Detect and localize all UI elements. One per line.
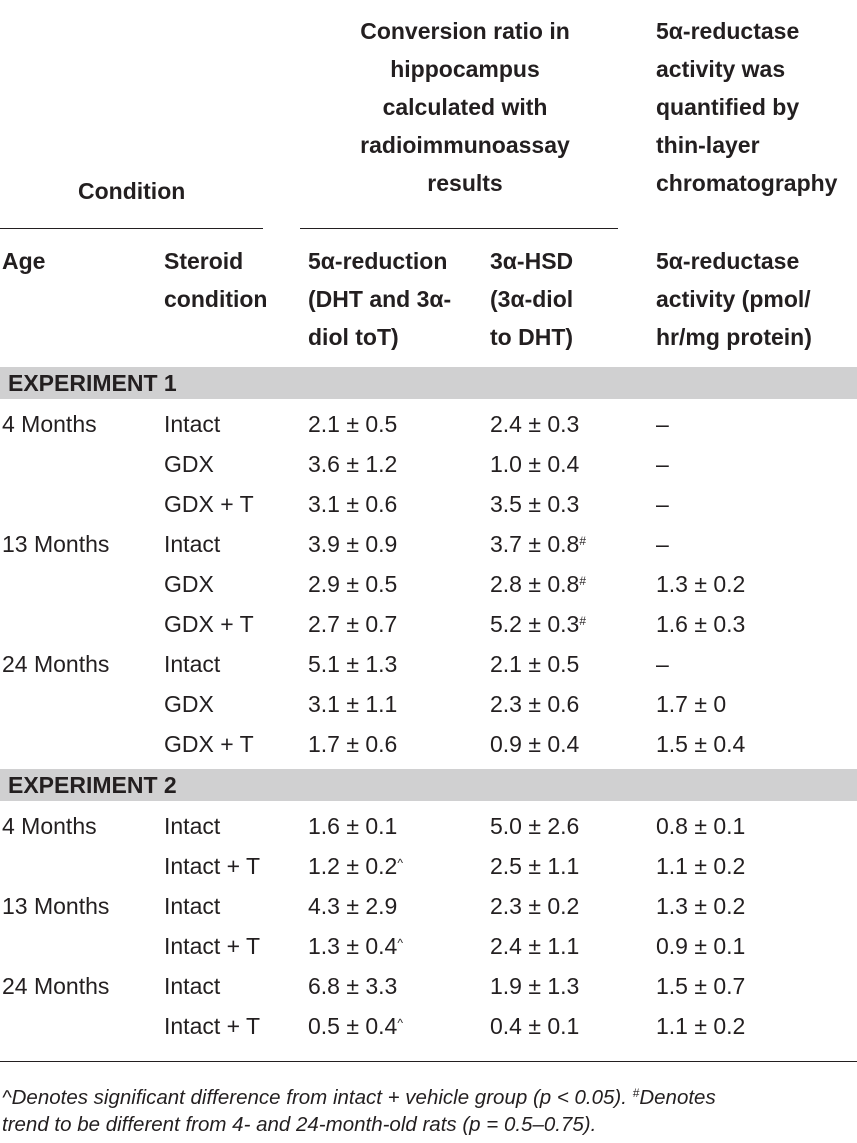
reduction-cell: 6.8 ± 3.3	[308, 973, 398, 999]
experiment-1-label: EXPERIMENT 1	[8, 370, 177, 396]
activity-cell: 1.5 ± 0.7	[656, 973, 746, 999]
significance-mark: ^	[397, 935, 403, 950]
steroid-condition-cell: GDX + T	[164, 731, 254, 757]
reduction-cell: 2.9 ± 0.5	[308, 571, 398, 597]
steroid-condition-cell: Intact	[164, 651, 221, 677]
significance-mark: #	[579, 613, 587, 628]
activity-cell: –	[656, 531, 669, 557]
reduction-cell: 3.1 ± 1.1	[308, 691, 398, 717]
header-group-thin-layer: 5α-reductase activity was quantified by thin-layer chromatography	[656, 18, 838, 196]
steroid-condition-cell: Intact + T	[164, 1013, 261, 1039]
steroid-condition-cell: GDX	[164, 571, 214, 597]
hsd-cell: 0.4 ± 0.1	[490, 1013, 580, 1039]
reduction-cell: 1.2 ± 0.2^	[308, 853, 403, 879]
age-cell: 24 Months	[2, 651, 110, 677]
activity-cell: –	[656, 651, 669, 677]
reduction-cell: 3.6 ± 1.2	[308, 451, 398, 477]
steroid-condition-cell: Intact	[164, 973, 221, 999]
reduction-cell: 2.7 ± 0.7	[308, 611, 398, 637]
activity-cell: 1.7 ± 0	[656, 691, 727, 717]
reduction-cell: 1.3 ± 0.4^	[308, 933, 403, 959]
reduction-cell: 4.3 ± 2.9	[308, 893, 398, 919]
hsd-cell: 2.1 ± 0.5	[490, 651, 580, 677]
footnote-line-1: ^Denotes significant difference from intact + vehicle group (p < 0.05). #Denotes	[2, 1085, 716, 1109]
activity-cell: 0.8 ± 0.1	[656, 813, 746, 839]
age-cell: 4 Months	[2, 813, 97, 839]
activity-cell: 1.5 ± 0.4	[656, 731, 746, 757]
activity-cell: –	[656, 451, 669, 477]
table-bottom-rule	[0, 1061, 857, 1062]
hsd-cell: 1.0 ± 0.4	[490, 451, 580, 477]
header-group-radioimmunoassay: Conversion ratio in hippocampus calculated with radioimmunoassay results	[360, 18, 570, 196]
hsd-cell: 1.9 ± 1.3	[490, 973, 580, 999]
hsd-cell: 3.7 ± 0.8#	[490, 531, 587, 557]
hsd-cell: 2.4 ± 0.3	[490, 411, 580, 437]
steroid-condition-cell: GDX + T	[164, 491, 254, 517]
experiment-1-band	[0, 367, 857, 399]
steroid-condition-cell: Intact + T	[164, 853, 261, 879]
steroid-condition-cell: Intact	[164, 813, 221, 839]
hsd-cell: 2.4 ± 1.1	[490, 933, 580, 959]
reduction-cell: 3.9 ± 0.9	[308, 531, 398, 557]
reduction-cell: 1.6 ± 0.1	[308, 813, 398, 839]
steroid-condition-cell: Intact + T	[164, 933, 261, 959]
age-cell: 13 Months	[2, 893, 110, 919]
hsd-cell: 2.3 ± 0.2	[490, 893, 580, 919]
reduction-cell: 5.1 ± 1.3	[308, 651, 398, 677]
hsd-cell: 2.5 ± 1.1	[490, 853, 580, 879]
footnote-trend-mark: #	[632, 1085, 640, 1100]
hsd-cell: 5.0 ± 2.6	[490, 813, 580, 839]
steroid-condition-cell: GDX + T	[164, 611, 254, 637]
age-cell: 24 Months	[2, 973, 110, 999]
hsd-cell: 2.8 ± 0.8#	[490, 571, 587, 597]
hsd-cell: 3.5 ± 0.3	[490, 491, 580, 517]
header-rule-radioimmunoassay	[300, 228, 618, 229]
significance-mark: #	[579, 573, 587, 588]
footnote-line-2: trend to be different from 4- and 24-month-old rats (p = 0.5–0.75).	[2, 1113, 597, 1136]
steroid-condition-cell: Intact	[164, 531, 221, 557]
steroid-condition-cell: GDX	[164, 691, 214, 717]
activity-cell: 0.9 ± 0.1	[656, 933, 746, 959]
experiment-2-label: EXPERIMENT 2	[8, 772, 177, 798]
column-header-3a-hsd: 3α-HSD (3α-diol to DHT)	[490, 248, 574, 350]
age-cell: 13 Months	[2, 531, 110, 557]
age-cell: 4 Months	[2, 411, 97, 437]
activity-cell: –	[656, 491, 669, 517]
activity-cell: 1.3 ± 0.2	[656, 571, 746, 597]
hsd-cell: 0.9 ± 0.4	[490, 731, 580, 757]
column-header-5a-reduction: 5α-reduction (DHT and 3α- diol toT)	[308, 248, 452, 350]
reduction-cell: 0.5 ± 0.4^	[308, 1013, 403, 1039]
reduction-cell: 2.1 ± 0.5	[308, 411, 398, 437]
reduction-cell: 1.7 ± 0.6	[308, 731, 398, 757]
activity-cell: 1.6 ± 0.3	[656, 611, 746, 637]
column-header-age: Age	[2, 248, 46, 274]
header-rule-condition	[0, 228, 263, 229]
header-condition: Condition	[78, 178, 186, 204]
reduction-cell: 3.1 ± 0.6	[308, 491, 398, 517]
column-header-5a-reductase-activity: 5α-reductase activity (pmol/ hr/mg protein)	[656, 248, 812, 350]
experiment-2-band	[0, 769, 857, 801]
column-header-steroid-condition: Steroid condition	[164, 248, 268, 312]
activity-cell: 1.1 ± 0.2	[656, 1013, 746, 1039]
activity-cell: –	[656, 411, 669, 437]
significance-mark: ^	[397, 855, 403, 870]
steroid-condition-cell: GDX	[164, 451, 214, 477]
significance-mark: ^	[397, 1015, 403, 1030]
steroid-condition-cell: Intact	[164, 411, 221, 437]
activity-cell: 1.3 ± 0.2	[656, 893, 746, 919]
hsd-cell: 5.2 ± 0.3#	[490, 611, 587, 637]
steroid-condition-cell: Intact	[164, 893, 221, 919]
hsd-cell: 2.3 ± 0.6	[490, 691, 580, 717]
significance-mark: #	[579, 533, 587, 548]
activity-cell: 1.1 ± 0.2	[656, 853, 746, 879]
